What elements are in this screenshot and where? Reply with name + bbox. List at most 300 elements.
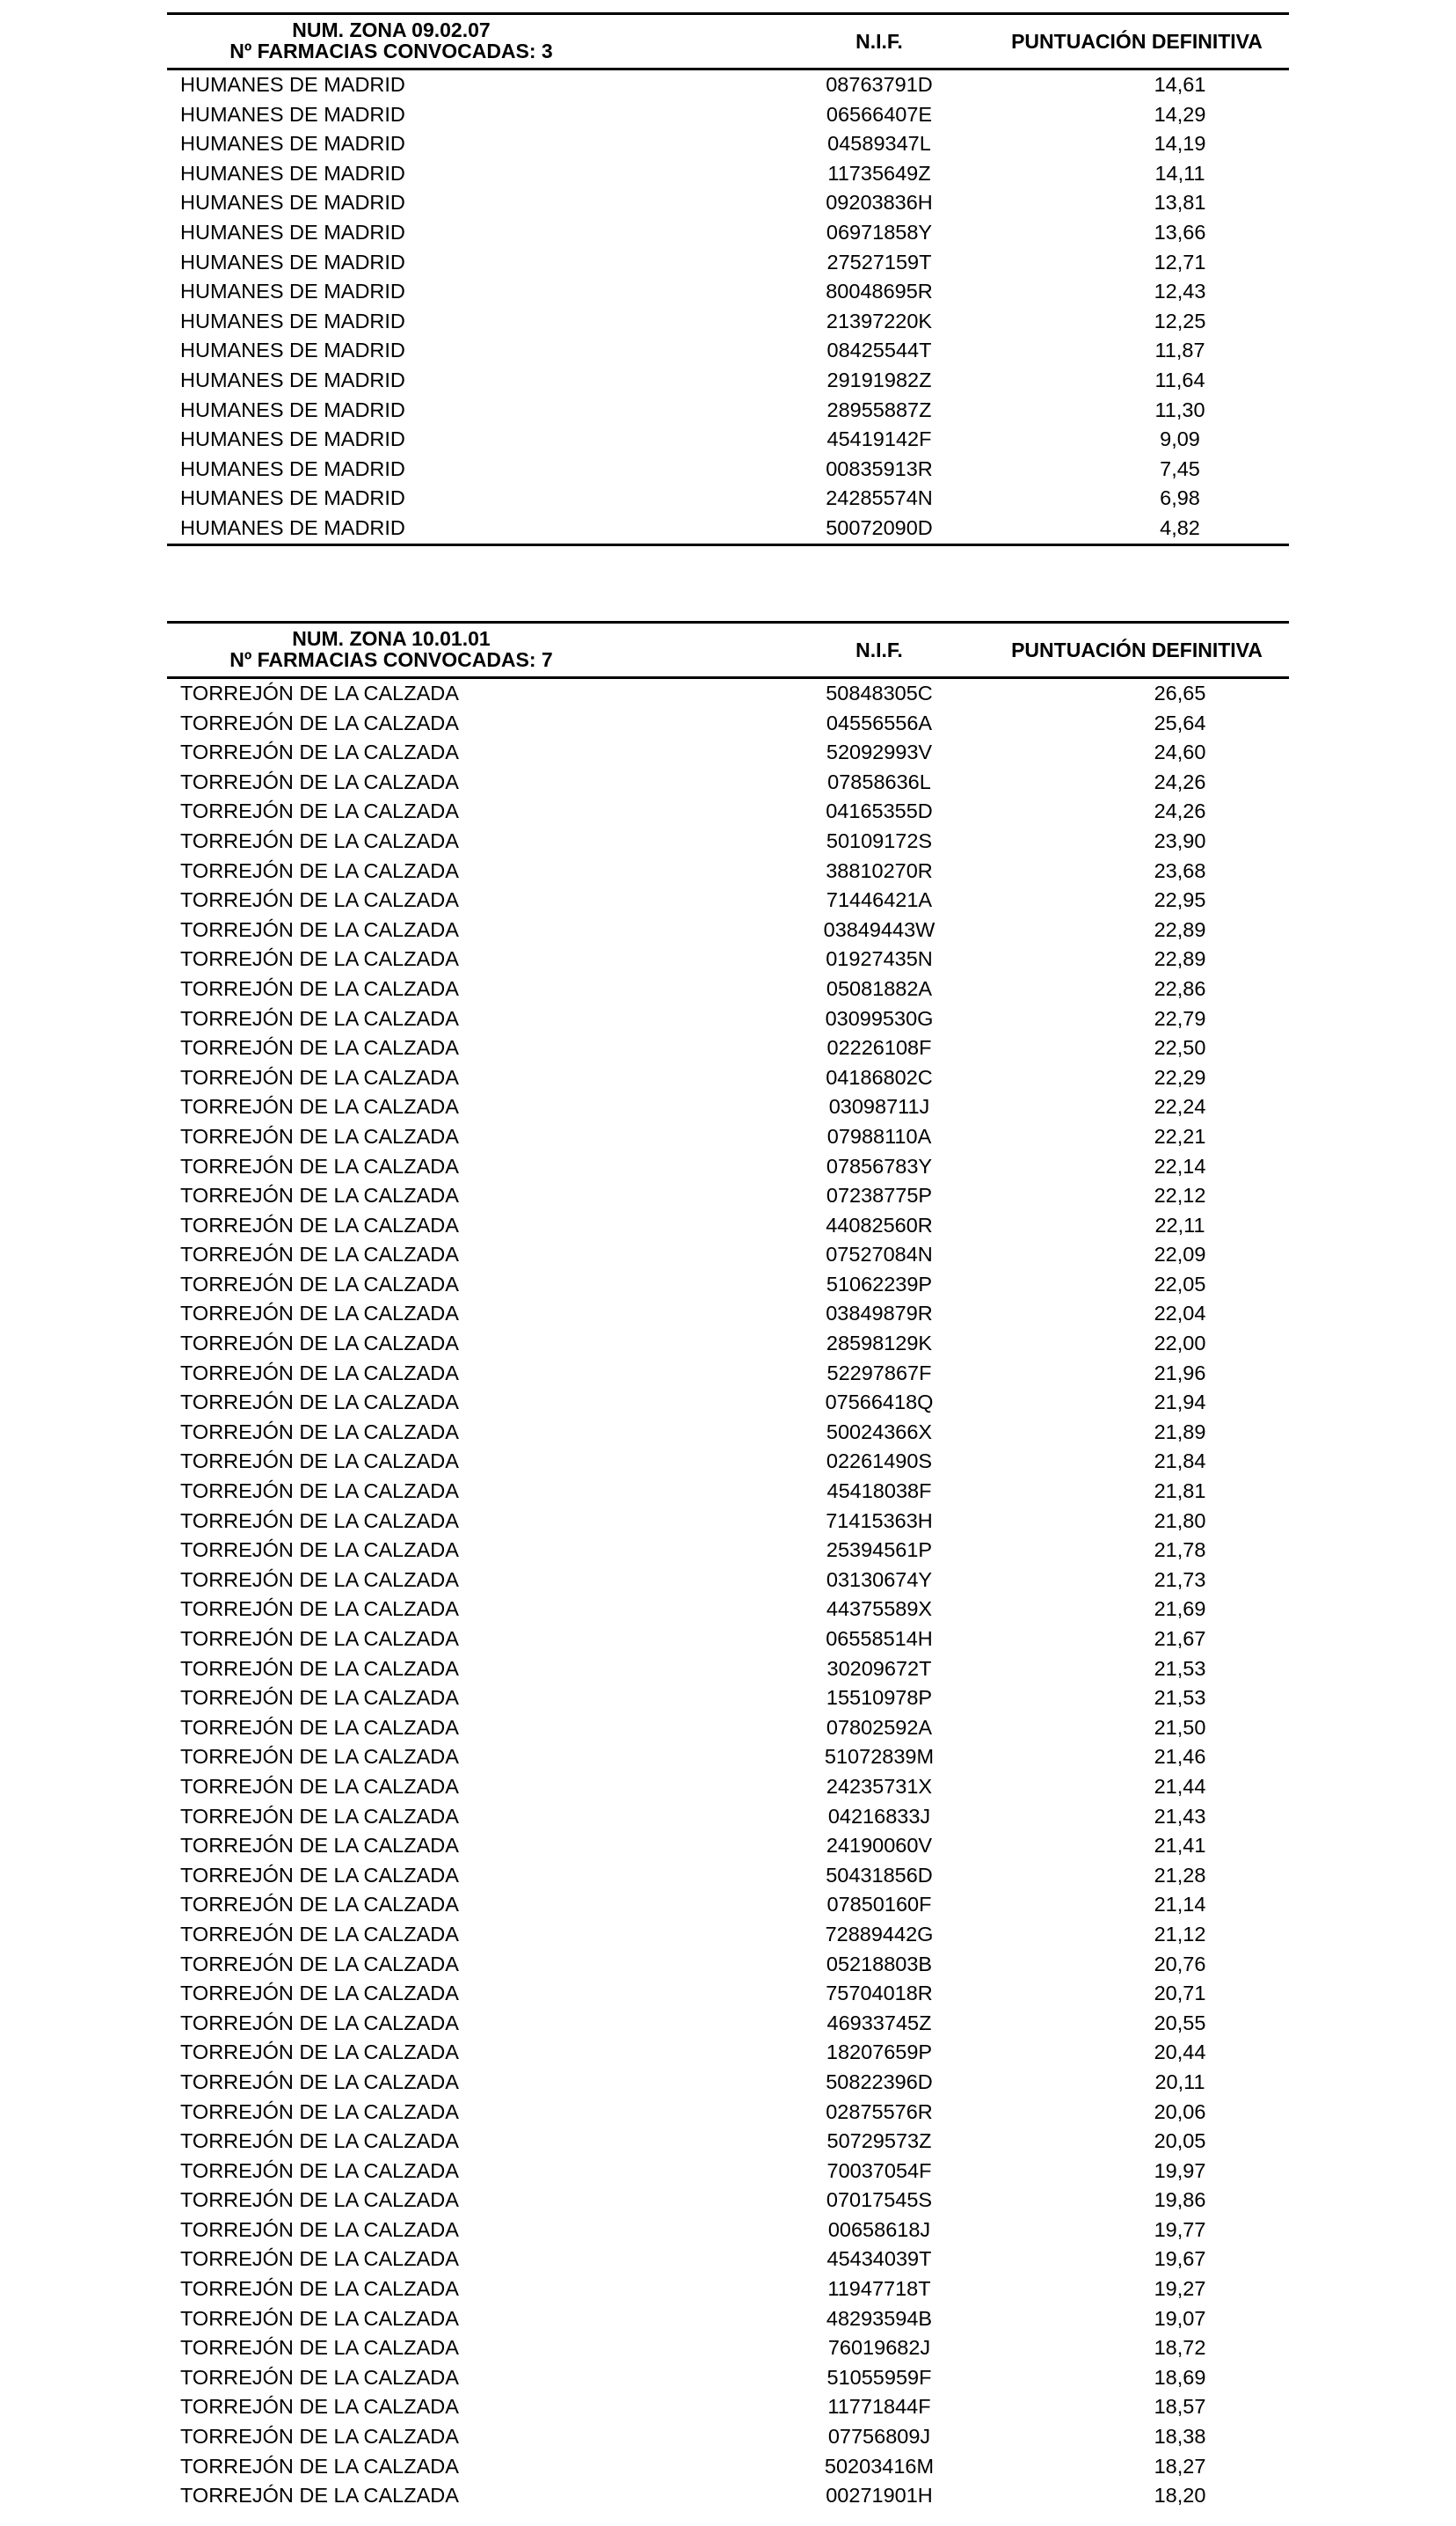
score-cell: 4,82: [1160, 515, 1200, 539]
municipality-cell: TORREJÓN DE LA CALZADA: [180, 947, 459, 971]
table-row: [167, 2245, 1289, 2274]
score-cell: 22,14: [1154, 1154, 1206, 1178]
nif-cell: 05081882A: [826, 976, 933, 1000]
nif-cell: 02226108F: [826, 1036, 932, 1060]
nif-cell: 27527159T: [826, 250, 932, 274]
table-row: [167, 2452, 1289, 2482]
municipality-cell: TORREJÓN DE LA CALZADA: [180, 2011, 459, 2034]
score-cell: 11,30: [1154, 398, 1205, 421]
nif-cell: 50024366X: [826, 1420, 933, 1443]
score-cell: 21,12: [1154, 1922, 1206, 1946]
municipality-cell: TORREJÓN DE LA CALZADA: [180, 1834, 459, 1858]
table-row: [167, 2422, 1289, 2452]
score-cell: 21,69: [1154, 1597, 1206, 1621]
municipality-cell: TORREJÓN DE LA CALZADA: [180, 2454, 459, 2478]
score-cell: 24,26: [1154, 770, 1206, 793]
table-row: [167, 159, 1289, 189]
municipality-cell: TORREJÓN DE LA CALZADA: [180, 2425, 459, 2449]
municipality-cell: TORREJÓN DE LA CALZADA: [180, 1095, 459, 1119]
score-cell: 21,84: [1154, 1449, 1206, 1473]
zone-title-block: [185, 19, 598, 62]
municipality-cell: TORREJÓN DE LA CALZADA: [180, 1952, 459, 1975]
municipality-cell: HUMANES DE MADRID: [180, 280, 405, 303]
municipality-cell: TORREJÓN DE LA CALZADA: [180, 829, 459, 852]
municipality-cell: TORREJÓN DE LA CALZADA: [180, 1154, 459, 1178]
municipality-cell: TORREJÓN DE LA CALZADA: [180, 2306, 459, 2330]
table-row: [167, 100, 1289, 130]
table-row: [167, 1329, 1289, 1359]
municipality-cell: TORREJÓN DE LA CALZADA: [180, 1715, 459, 1739]
nif-cell: 11947718T: [827, 2277, 931, 2301]
nif-cell: 80048695R: [826, 280, 933, 303]
score-cell: 20,55: [1154, 2011, 1206, 2034]
nif-cell: 70037054F: [826, 2158, 932, 2182]
table-row: [167, 1772, 1289, 1802]
nif-cell: 02261490S: [826, 1449, 933, 1473]
table-row: [167, 2216, 1289, 2245]
municipality-cell: TORREJÓN DE LA CALZADA: [180, 1774, 459, 1798]
municipality-cell: HUMANES DE MADRID: [180, 102, 405, 126]
municipality-cell: HUMANES DE MADRID: [180, 515, 405, 539]
table-row: [167, 366, 1289, 396]
municipality-cell: TORREJÓN DE LA CALZADA: [180, 2188, 459, 2212]
score-cell: 21,81: [1154, 1479, 1206, 1503]
municipality-cell: TORREJÓN DE LA CALZADA: [180, 1597, 459, 1621]
nif-cell: 00835913R: [826, 456, 933, 480]
nif-cell: 05218803B: [826, 1952, 933, 1975]
score-cell: 21,78: [1154, 1538, 1206, 1562]
municipality-cell: HUMANES DE MADRID: [180, 486, 405, 510]
nif-cell: 25394561P: [826, 1538, 933, 1562]
table-row: [167, 248, 1289, 278]
nif-cell: 50109172S: [826, 829, 933, 852]
municipality-cell: TORREJÓN DE LA CALZADA: [180, 1065, 459, 1089]
score-column-header: PUNTUACIÓN DEFINITIVA: [1011, 29, 1263, 53]
municipality-cell: HUMANES DE MADRID: [180, 250, 405, 274]
municipality-cell: TORREJÓN DE LA CALZADA: [180, 2247, 459, 2271]
zone-number: NUM. ZONA 09.02.07: [292, 18, 491, 41]
table-row: [167, 738, 1289, 768]
nif-cell: 03130674Y: [826, 1567, 933, 1591]
nif-cell: 04186802C: [826, 1065, 933, 1089]
table-row: [167, 709, 1289, 739]
table-row: [167, 886, 1289, 916]
municipality-cell: TORREJÓN DE LA CALZADA: [180, 2070, 459, 2093]
pharmacies-convened: Nº FARMACIAS CONVOCADAS: 3: [229, 40, 553, 62]
score-cell: 22,21: [1154, 1124, 1206, 1148]
table-row: [167, 1033, 1289, 1063]
table-row: [167, 1063, 1289, 1093]
score-cell: 23,68: [1154, 858, 1206, 882]
score-cell: 21,50: [1154, 1715, 1206, 1739]
municipality-cell: TORREJÓN DE LA CALZADA: [180, 2129, 459, 2153]
score-cell: 9,09: [1160, 427, 1200, 451]
nif-cell: 45434039T: [826, 2247, 932, 2271]
municipality-cell: TORREJÓN DE LA CALZADA: [180, 888, 459, 912]
table-row: [167, 2068, 1289, 2098]
nif-cell: 03099530G: [825, 1006, 934, 1030]
municipality-cell: TORREJÓN DE LA CALZADA: [180, 799, 459, 823]
municipality-cell: TORREJÓN DE LA CALZADA: [180, 1567, 459, 1591]
municipality-cell: TORREJÓN DE LA CALZADA: [180, 2158, 459, 2182]
score-cell: 14,29: [1154, 102, 1206, 126]
table-row: [167, 1890, 1289, 1920]
municipality-cell: TORREJÓN DE LA CALZADA: [180, 1272, 459, 1296]
nif-cell: 07988110A: [826, 1124, 932, 1148]
score-cell: 22,29: [1154, 1065, 1206, 1089]
municipality-cell: HUMANES DE MADRID: [180, 309, 405, 332]
nif-cell: 07566418Q: [825, 1391, 934, 1414]
nif-cell: 44082560R: [826, 1213, 933, 1237]
nif-cell: 07858636L: [827, 770, 931, 793]
table-row: [167, 1152, 1289, 1182]
nif-cell: 75704018R: [826, 1982, 933, 2005]
nif-cell: 08425544T: [826, 339, 932, 362]
score-cell: 22,89: [1154, 947, 1206, 971]
table-row: [167, 2274, 1289, 2304]
nif-cell: 28955887Z: [826, 398, 932, 421]
nif-cell: 04216833J: [827, 1804, 931, 1828]
score-cell: 21,67: [1154, 1627, 1206, 1650]
nif-column-header: N.I.F.: [855, 29, 903, 53]
score-cell: 20,06: [1154, 2099, 1206, 2123]
table-row: [167, 1566, 1289, 1595]
score-cell: 13,66: [1154, 220, 1206, 244]
score-cell: 21,44: [1154, 1774, 1206, 1798]
municipality-cell: TORREJÓN DE LA CALZADA: [180, 1508, 459, 1532]
table-row: [167, 425, 1289, 455]
score-cell: 22,89: [1154, 917, 1206, 941]
nif-cell: 50848305C: [826, 682, 933, 705]
table-row: [167, 1418, 1289, 1448]
municipality-cell: TORREJÓN DE LA CALZADA: [180, 2041, 459, 2064]
table-row: [167, 277, 1289, 307]
municipality-cell: TORREJÓN DE LA CALZADA: [180, 2217, 459, 2241]
municipality-cell: TORREJÓN DE LA CALZADA: [180, 711, 459, 734]
nif-cell: 00658618J: [827, 2217, 931, 2241]
score-cell: 20,05: [1154, 2129, 1206, 2153]
municipality-cell: TORREJÓN DE LA CALZADA: [180, 1686, 459, 1710]
table-row: [167, 307, 1289, 337]
nif-cell: 03849443W: [823, 917, 935, 941]
score-cell: 25,64: [1154, 711, 1206, 734]
score-cell: 12,25: [1154, 309, 1206, 332]
table-row: [167, 1004, 1289, 1034]
nif-cell: 07802592A: [826, 1715, 933, 1739]
score-cell: 22,11: [1154, 1213, 1205, 1237]
score-cell: 22,05: [1154, 1272, 1206, 1296]
table-row: [167, 1742, 1289, 1772]
municipality-cell: HUMANES DE MADRID: [180, 456, 405, 480]
nif-cell: 45419142F: [826, 427, 932, 451]
score-cell: 11,64: [1154, 368, 1205, 391]
table-row: [167, 396, 1289, 426]
score-cell: 21,53: [1154, 1686, 1206, 1710]
nif-cell: 71446421A: [826, 888, 933, 912]
municipality-cell: TORREJÓN DE LA CALZADA: [180, 917, 459, 941]
nif-cell: 28598129K: [826, 1332, 933, 1355]
score-cell: 21,73: [1154, 1567, 1206, 1591]
nif-cell: 02875576R: [826, 2099, 933, 2123]
municipality-cell: TORREJÓN DE LA CALZADA: [180, 2365, 459, 2389]
score-cell: 21,89: [1154, 1420, 1206, 1443]
score-cell: 12,43: [1154, 280, 1206, 303]
table-row: [167, 1181, 1289, 1211]
nif-cell: 48293594B: [826, 2306, 933, 2330]
municipality-cell: TORREJÓN DE LA CALZADA: [180, 1213, 459, 1237]
table-row: [167, 1624, 1289, 1654]
municipality-cell: TORREJÓN DE LA CALZADA: [180, 1656, 459, 1680]
score-cell: 23,90: [1154, 829, 1206, 852]
nif-cell: 50729573Z: [826, 2129, 932, 2153]
nif-cell: 50203416M: [824, 2454, 935, 2478]
score-cell: 22,09: [1154, 1243, 1206, 1267]
table-row: [167, 916, 1289, 945]
table-row: [167, 768, 1289, 798]
municipality-cell: HUMANES DE MADRID: [180, 368, 405, 391]
municipality-cell: TORREJÓN DE LA CALZADA: [180, 1804, 459, 1828]
score-cell: 13,81: [1154, 191, 1206, 215]
score-cell: 14,11: [1154, 161, 1205, 185]
score-cell: 21,28: [1154, 1863, 1206, 1887]
nif-cell: 11735649Z: [827, 161, 931, 185]
nif-cell: 72889442G: [825, 1922, 934, 1946]
table-row: [167, 1211, 1289, 1241]
table-row: [167, 1388, 1289, 1418]
table-row: [167, 2333, 1289, 2363]
score-cell: 18,69: [1154, 2365, 1206, 2389]
table-row: [167, 2157, 1289, 2187]
table-row: [167, 484, 1289, 514]
nif-cell: 46933745Z: [826, 2011, 932, 2034]
nif-cell: 04556556A: [826, 711, 933, 734]
nif-cell: 07017545S: [826, 2188, 933, 2212]
nif-cell: 11771844F: [827, 2395, 931, 2419]
score-cell: 19,07: [1154, 2306, 1206, 2330]
municipality-cell: TORREJÓN DE LA CALZADA: [180, 741, 459, 764]
score-cell: 12,71: [1154, 250, 1206, 274]
table-row: [167, 679, 1289, 709]
table-row: [167, 1240, 1289, 1270]
nif-cell: 07527084N: [826, 1243, 933, 1267]
table-row: [167, 2127, 1289, 2157]
municipality-cell: TORREJÓN DE LA CALZADA: [180, 1922, 459, 1946]
table-row: [167, 1683, 1289, 1713]
table-row: [167, 975, 1289, 1004]
municipality-cell: TORREJÓN DE LA CALZADA: [180, 2484, 459, 2508]
nif-cell: 04589347L: [827, 132, 931, 156]
score-cell: 24,26: [1154, 799, 1206, 823]
table-row: [167, 1979, 1289, 2009]
nif-cell: 03849879R: [826, 1302, 933, 1325]
municipality-cell: TORREJÓN DE LA CALZADA: [180, 1538, 459, 1562]
nif-cell: 24285574N: [826, 486, 933, 510]
municipality-cell: TORREJÓN DE LA CALZADA: [180, 1006, 459, 1030]
table-row: [167, 1092, 1289, 1122]
score-cell: 22,50: [1154, 1036, 1206, 1060]
municipality-cell: HUMANES DE MADRID: [180, 427, 405, 451]
municipality-cell: TORREJÓN DE LA CALZADA: [180, 1243, 459, 1267]
table-row: [167, 70, 1289, 100]
table-row: [167, 1477, 1289, 1507]
nif-cell: 03098711J: [828, 1095, 930, 1119]
score-cell: 18,27: [1154, 2454, 1206, 2478]
nif-cell: 51072839M: [824, 1745, 935, 1769]
zone-rows: [167, 679, 1289, 2511]
municipality-cell: HUMANES DE MADRID: [180, 191, 405, 215]
table-row: [167, 1536, 1289, 1566]
municipality-cell: TORREJÓN DE LA CALZADA: [180, 1420, 459, 1443]
municipality-cell: TORREJÓN DE LA CALZADA: [180, 1745, 459, 1769]
table-row: [167, 188, 1289, 218]
score-cell: 22,04: [1154, 1302, 1206, 1325]
score-cell: 21,14: [1154, 1893, 1206, 1916]
table-row: [167, 1359, 1289, 1389]
municipality-cell: HUMANES DE MADRID: [180, 339, 405, 362]
score-cell: 21,41: [1154, 1834, 1206, 1858]
score-cell: 19,27: [1154, 2277, 1206, 2301]
zone-header: [167, 12, 1289, 70]
score-cell: 22,95: [1154, 888, 1206, 912]
municipality-cell: TORREJÓN DE LA CALZADA: [180, 1627, 459, 1650]
table-row: [167, 129, 1289, 159]
municipality-cell: TORREJÓN DE LA CALZADA: [180, 1332, 459, 1355]
table-row: [167, 2481, 1289, 2511]
municipality-cell: TORREJÓN DE LA CALZADA: [180, 770, 459, 793]
municipality-cell: TORREJÓN DE LA CALZADA: [180, 2277, 459, 2301]
nif-cell: 52297867F: [826, 1361, 932, 1384]
table-row: [167, 827, 1289, 857]
municipality-cell: HUMANES DE MADRID: [180, 398, 405, 421]
municipality-cell: TORREJÓN DE LA CALZADA: [180, 1863, 459, 1887]
table-row: [167, 1802, 1289, 1832]
table-row: [167, 1270, 1289, 1300]
zone-number: NUM. ZONA 10.01.01: [292, 627, 491, 650]
score-cell: 22,24: [1154, 1095, 1206, 1119]
municipality-cell: HUMANES DE MADRID: [180, 161, 405, 185]
nif-cell: 07856783Y: [826, 1154, 933, 1178]
score-cell: 26,65: [1154, 682, 1206, 705]
score-cell: 21,53: [1154, 1656, 1206, 1680]
nif-cell: 07238775P: [826, 1184, 933, 1208]
table-row: [167, 797, 1289, 827]
table-row: [167, 1950, 1289, 1980]
score-cell: 14,19: [1154, 132, 1206, 156]
score-cell: 18,57: [1154, 2395, 1206, 2419]
nif-cell: 07756809J: [827, 2425, 931, 2449]
nif-cell: 76019682J: [827, 2336, 931, 2360]
table-row: [167, 1831, 1289, 1861]
score-cell: 19,86: [1154, 2188, 1206, 2212]
nif-cell: 29191982Z: [826, 368, 932, 391]
nif-cell: 44375589X: [826, 1597, 933, 1621]
score-cell: 22,00: [1154, 1332, 1206, 1355]
municipality-cell: TORREJÓN DE LA CALZADA: [180, 1449, 459, 1473]
nif-cell: 24235731X: [826, 1774, 933, 1798]
nif-cell: 07850160F: [826, 1893, 932, 1916]
municipality-cell: TORREJÓN DE LA CALZADA: [180, 2336, 459, 2360]
municipality-cell: HUMANES DE MADRID: [180, 220, 405, 244]
zone-table-10-01-01: [167, 621, 1289, 2511]
score-cell: 21,94: [1154, 1391, 1206, 1414]
nif-cell: 45418038F: [826, 1479, 932, 1503]
table-row: [167, 1861, 1289, 1891]
score-cell: 22,79: [1154, 1006, 1206, 1030]
nif-cell: 15510978P: [826, 1686, 933, 1710]
table-row: [167, 218, 1289, 248]
score-cell: 18,38: [1154, 2425, 1206, 2449]
nif-cell: 06971858Y: [826, 220, 933, 244]
nif-cell: 24190060V: [826, 1834, 933, 1858]
municipality-cell: TORREJÓN DE LA CALZADA: [180, 976, 459, 1000]
table-row: [167, 1654, 1289, 1684]
table-row: [167, 2304, 1289, 2334]
zone-rows: [167, 70, 1289, 546]
municipality-cell: TORREJÓN DE LA CALZADA: [180, 1184, 459, 1208]
nif-cell: 06566407E: [826, 102, 933, 126]
score-cell: 21,46: [1154, 1745, 1206, 1769]
table-row: [167, 857, 1289, 887]
score-cell: 21,43: [1154, 1804, 1206, 1828]
municipality-cell: TORREJÓN DE LA CALZADA: [180, 2395, 459, 2419]
table-row: [167, 1595, 1289, 1624]
nif-cell: 50072090D: [826, 515, 933, 539]
municipality-cell: TORREJÓN DE LA CALZADA: [180, 1893, 459, 1916]
municipality-cell: TORREJÓN DE LA CALZADA: [180, 2099, 459, 2123]
nif-cell: 50822396D: [826, 2070, 933, 2093]
municipality-cell: HUMANES DE MADRID: [180, 132, 405, 156]
score-cell: 19,77: [1154, 2217, 1206, 2241]
score-cell: 21,96: [1154, 1361, 1206, 1384]
score-column-header: PUNTUACIÓN DEFINITIVA: [1011, 638, 1263, 661]
table-row: [167, 1507, 1289, 1537]
nif-cell: 04165355D: [826, 799, 933, 823]
table-row: [167, 1122, 1289, 1152]
municipality-cell: TORREJÓN DE LA CALZADA: [180, 1391, 459, 1414]
score-cell: 21,80: [1154, 1508, 1206, 1532]
score-cell: 7,45: [1160, 456, 1200, 480]
nif-cell: 51062239P: [826, 1272, 933, 1296]
municipality-cell: TORREJÓN DE LA CALZADA: [180, 1036, 459, 1060]
table-row: [167, 2009, 1289, 2039]
table-row: [167, 1447, 1289, 1477]
nif-cell: 00271901H: [826, 2484, 933, 2508]
score-cell: 20,76: [1154, 1952, 1206, 1975]
table-row: [167, 2038, 1289, 2068]
nif-cell: 50431856D: [826, 1863, 933, 1887]
score-cell: 19,67: [1154, 2247, 1206, 2271]
score-cell: 11,87: [1154, 339, 1205, 362]
score-cell: 20,44: [1154, 2041, 1206, 2064]
nif-cell: 30209672T: [826, 1656, 932, 1680]
nif-cell: 51055959F: [826, 2365, 932, 2389]
nif-cell: 01927435N: [826, 947, 933, 971]
municipality-cell: TORREJÓN DE LA CALZADA: [180, 1361, 459, 1384]
nif-cell: 52092993V: [826, 741, 933, 764]
municipality-cell: HUMANES DE MADRID: [180, 73, 405, 96]
table-row: [167, 1713, 1289, 1743]
score-cell: 18,20: [1154, 2484, 1206, 2508]
nif-cell: 18207659P: [826, 2041, 933, 2064]
nif-column-header: N.I.F.: [855, 638, 903, 661]
municipality-cell: TORREJÓN DE LA CALZADA: [180, 1124, 459, 1148]
municipality-cell: TORREJÓN DE LA CALZADA: [180, 682, 459, 705]
table-row: [167, 2392, 1289, 2422]
score-cell: 20,11: [1154, 2070, 1205, 2093]
table-row: [167, 945, 1289, 975]
nif-cell: 09203836H: [826, 191, 933, 215]
table-row: [167, 1920, 1289, 1950]
